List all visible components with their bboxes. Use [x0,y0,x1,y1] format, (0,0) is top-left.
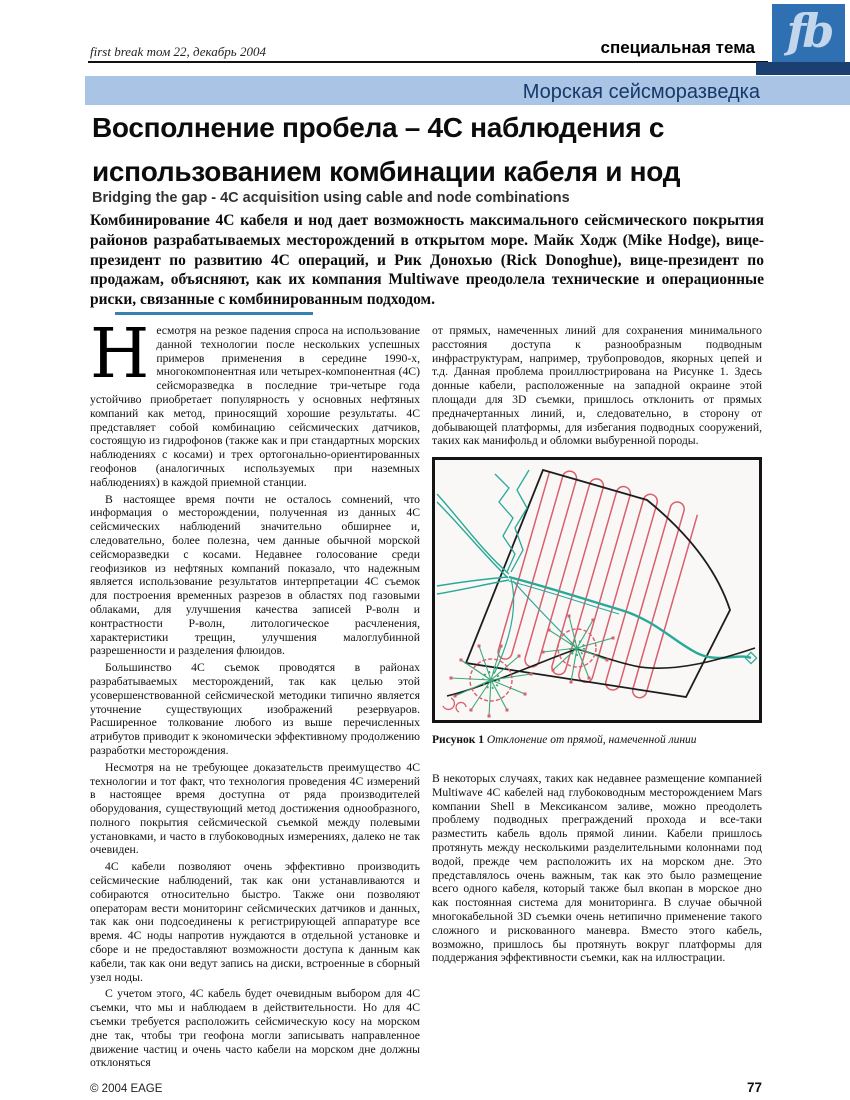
footer-copyright: © 2004 EAGE [90,1083,163,1095]
paragraph-text: есмотря на резкое падения спроса на использование данной технологии после нескольких успешных примеров применения в середине 1990-х, многокомпонентная или четырех-компонентная (4C) сейсморазведка в последние три-четыре года устойчиво приобретает популярность у основных нефтяных компаний как метод, приносящий хорошие результаты. 4C представляет собой комбинацию сейсмических датчиков, состоящую из гидрофонов (также как и при стандартных морских наблюдениях с косами) и трех ортогонально-ориентированных геофонов (аналогичных используемых при наземных наблюдениях) в каждой приемной станции. [90,324,420,489]
journal-issue-line: first break том 22, декабрь 2004 [90,44,266,59]
title-line-1: Восполнение пробела – 4C наблюдения с [92,112,665,143]
logo-underbar [756,62,850,75]
lead-paragraph: Комбинирование 4C кабеля и нод дает возможность максимального сейсмического покрытия районов разрабатываемых месторождений в открытом море. Майк Ходж (Mike Hodge), вице-президент по развитию 4C операций, и Рик Донохью (Rick Donoghue), вице-президент по продажам, объясняют, как их компания Multiwave преодолела технические и операционные риски, связанные с комбинированным подходом. [90,212,764,309]
body-paragraph: от прямых, намеченных линий для сохранения минимального расстояния доступа к разнообразным подводным инфраструктурам, например, трубопроводов, якорных цепей и т.д. Данная проблема проиллюстрирована на Рисунке 1. Здесь донные кабели, расположенные на западной окраине этой площади для 3D съемки, пришлось отклонить от прямых предначертанных линий, и, следовательно, в сторону от добывающей платформы, для избегания подводных сооружений, таких как манифольд и обломки выбуренной породы. [432,324,762,448]
platform-anchor-a [451,646,531,716]
fb-logo [772,4,845,62]
fb-logo-text: fb [786,4,831,58]
body-paragraph: Большинство 4C съемок проводятся в районах разрабатываемых месторождений, так как целью этой усовершенствованной сейсмической методики типично является уточнение существующих изображений резервуаров. Расширенное толкование любого из выше перечисленных атрибутов приводит к экономически эффективному продолжению разработки месторождения. [90,661,420,757]
figure-1 [432,457,762,748]
body-paragraph: С учетом этого, 4C кабель будет очевидным выбором для 4C съемки, что мы и наблюдаем в действительности. Но для 4C съемки требуется расположить сейсмическую косу на морском дне так, чтобы три геофона могли записывать направленное движение частиц и очень часто кабели на морском дне должны отклоняться [90,987,420,1070]
article-subtitle: Bridging the gap - 4C acquisition using cable and node combinations [92,190,570,206]
body-paragraph [90,315,420,490]
pipelines [437,470,757,672]
topic-banner-label: Морская сейсморазведка [522,81,760,103]
left-column [90,315,420,1073]
figure-frame [432,457,762,723]
figure-caption-label: Рисунок 1 [432,734,484,747]
drop-cap: Н [90,315,150,394]
survey-map-figure [435,460,759,720]
topic-banner [85,76,850,105]
cable-loops-detail [443,698,466,712]
body-paragraph: Несмотря на не требующее доказательств преимущество 4C технологии и тот факт, что технология проведения 4C измерений в настоящее время доступна от ряда производителей оборудования, существующий метод достижения однообразного, полного покрытия сейсмической съемкой между полевыми установками, и часто в глубоководных измерениях, далеко не так очевиден. [90,760,420,857]
body-paragraph: В некоторых случаях, таких как недавнее размещение компанией Multiwave 4C кабелей над глубоководным месторождением Mars компании Shell в Мексикансом заливе, можно преодолеть проблему подводных преграждений прохода и все-таки разместить кабель вдоль прямой линии. Кабели пришлось протянуть между несколькими разделительными колоннами под водой, прежде чем расположить их на морском дне. Это представлялось очень важным, так как это было размещение всего одного кабеля, который также был вкопан в морское дно как постоянная система для мониторинга. В случае обычной многокабельной 3D съемки очень нетипично применение такого сложного и рискованного маневра. Вместо этого кабель, возможно, пришлось бы протянуть вокруг платформы для поддержания эффективности съемки, как на иллюстрации. [432,771,762,965]
section-label: специальная тема [600,38,755,57]
page-number: 77 [746,1080,762,1095]
header-rule [88,61,768,63]
title-line-2: использованием комбинации кабеля и нод [92,156,681,187]
right-column [432,324,762,968]
body-paragraph: 4C кабели позволяют очень эффективно производить сейсмические наблюдений, так как они устанавливаются и собираются относительно быстро. Также они позволяют операторам вести мониторинг сейсмических датчиков и данных, так как они подсоединены к регистрирующей аппаратуре все время. 4C ноды напротив нуждаются в отдельной установке и сборе и не предоставляют возможности доступа к данным как кабели, так как они ведут запись на диски, встроенные в сборный узел ноды. [90,860,420,984]
article-title [92,106,782,194]
figure-caption-text: Отклонение от прямой, намеченной линии [486,734,697,747]
figure-caption [432,734,762,748]
body-paragraph: В настоящее время почти не осталось сомнений, что информация о месторождении, полученная из данных 4C сейсмических наблюдений значительно обширнее и, следовательно, более полезна, чем данные обычной морской сейсморазведки с косами. Недавнее голосование среди геофизиков из нефтяных компаний показало, что надежным является использование результатов интерпретации 4C съемок для построения временных разрезов в областях под газовыми облаками, для улучшения качества записей P-волн и контрастности P-волн, литологическое расчленения, характеристики трещин, улучшения малоглубинной разрешенности и разделения флюидов. [90,492,420,658]
